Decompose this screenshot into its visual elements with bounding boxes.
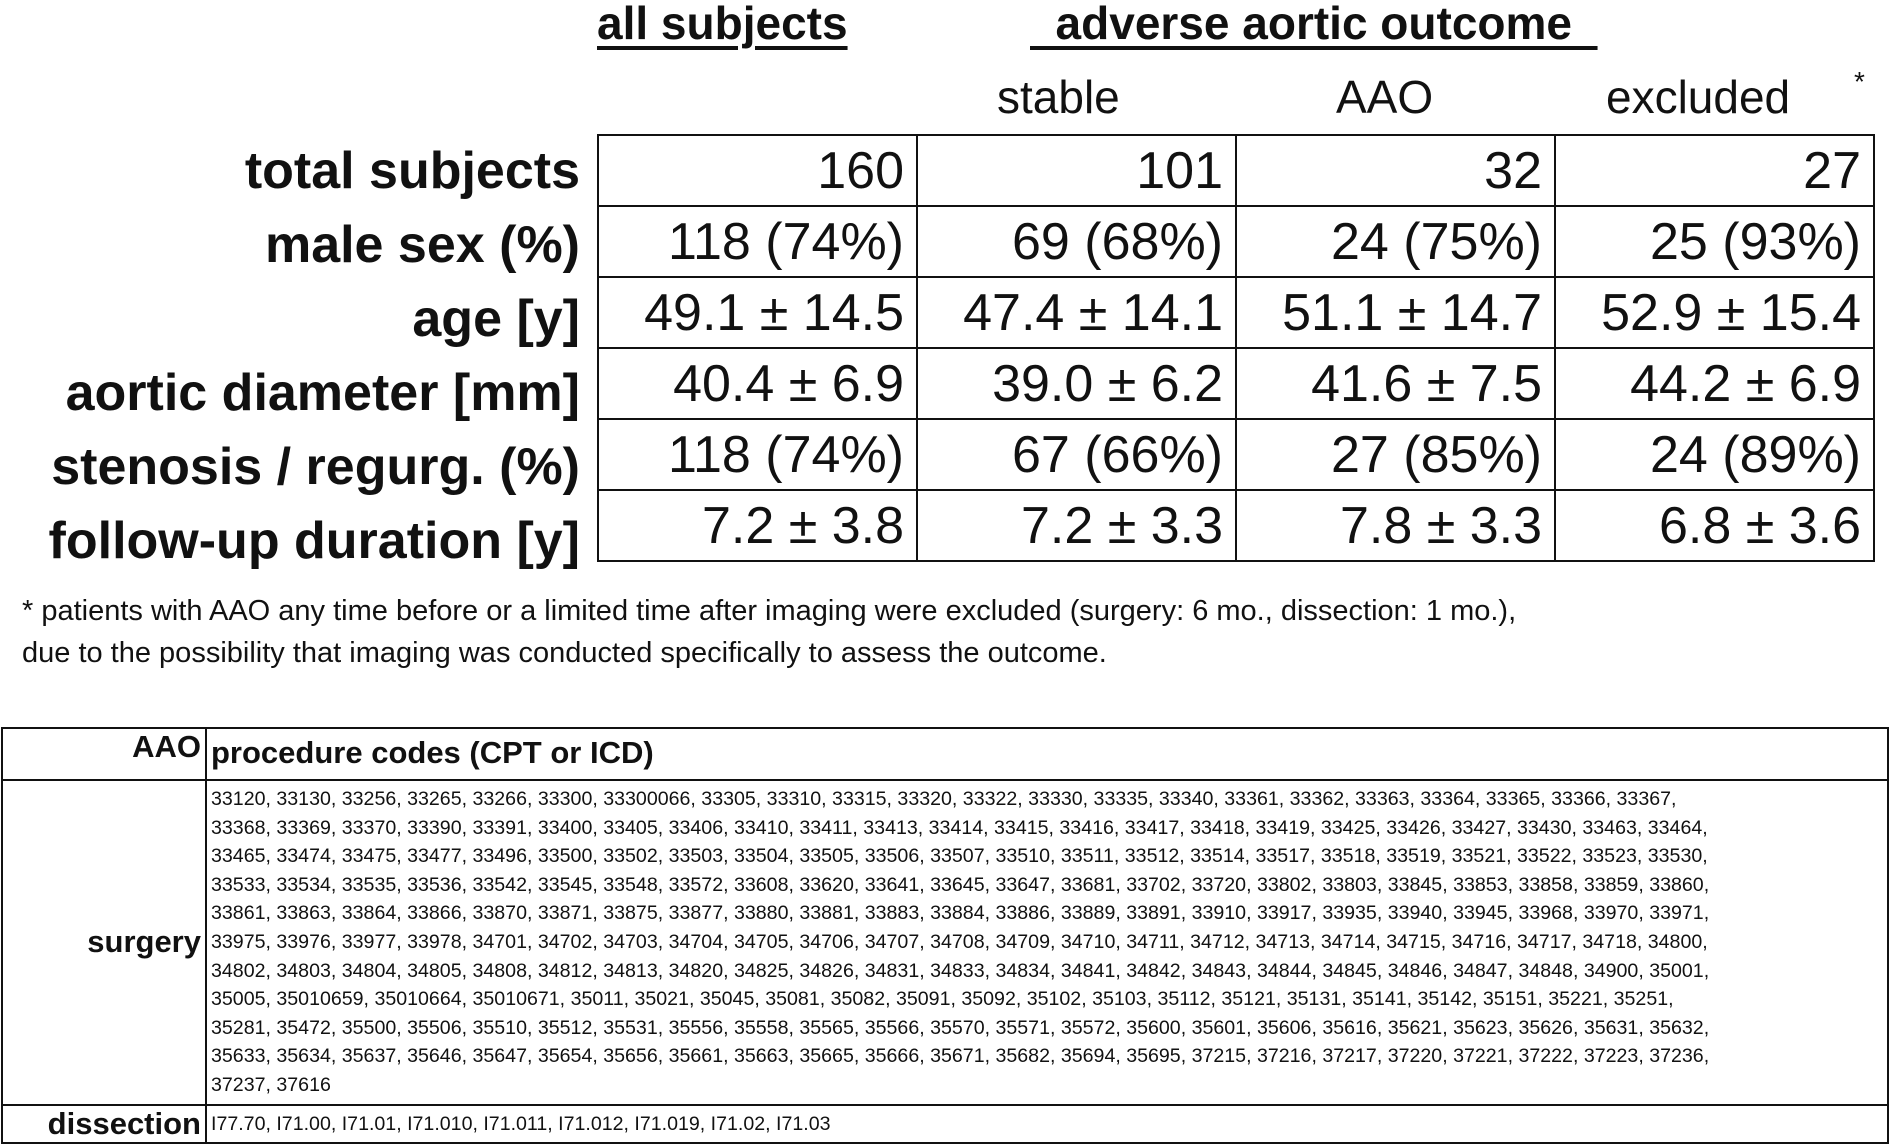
surgery-codes-line: 33368, 33369, 33370, 33390, 33391, 33400, 33405, 33406, 33410, 33411, 33413, 33414, 33415, 33416, 33417, 33418, 33419, 33425, 33426, 33427, 33430, 33463, 33464, (211, 816, 1708, 839)
cell-aao: 24 (75%) (1236, 206, 1555, 277)
header-adverse-aortic-outcome: adverse aortic outcome (1030, 0, 1598, 49)
surgery-codes-line: 33465, 33474, 33475, 33477, 33496, 33500, 33502, 33503, 33504, 33505, 33506, 33507, 33510, 33511, 33512, 33514, 33517, 33518, 33519, 33521, 33522, 33523, 33530, (211, 845, 1708, 868)
cell-stable: 39.0 ± 6.2 (917, 348, 1236, 419)
cell-all-subjects: 7.2 ± 3.8 (598, 490, 917, 561)
row-label-total-subjects: total subjects (244, 142, 580, 200)
codes-header-title: procedure codes (CPT or ICD) (206, 728, 1888, 780)
cell-excluded: 27 (1555, 135, 1874, 206)
surgery-codes-line: 35633, 35634, 35637, 35646, 35647, 35654, 35656, 35661, 35663, 35665, 35666, 35671, 35682, 35694, 35695, 37215, 37216, 37217, 37220, 37221, 37222, 37223, 37236, (211, 1045, 1710, 1068)
cell-stable: 7.2 ± 3.3 (917, 490, 1236, 561)
cell-aao: 41.6 ± 7.5 (1236, 348, 1555, 419)
surgery-codes-line: 33120, 33130, 33256, 33265, 33266, 33300, 33300066, 33305, 33310, 33315, 33320, 33322, 33330, 33335, 33340, 33361, 33362, 33363, 33364, 33365, 33366, 33367, (211, 788, 1677, 810)
table-row (598, 135, 1874, 206)
cell-all-subjects: 118 (74%) (598, 419, 917, 490)
cell-all-subjects: 118 (74%) (598, 206, 917, 277)
row-label-follow-up-duration: follow-up duration [y] (48, 512, 580, 570)
cell-all-subjects: 160 (598, 135, 917, 206)
table-row (598, 419, 1874, 490)
column-header-stable: stable (997, 71, 1120, 123)
column-header-excluded: excluded (1606, 71, 1791, 123)
header-all-subjects: all subjects (597, 0, 848, 49)
cohort-statistics-table (597, 134, 1875, 562)
row-label-aortic-diameter: aortic diameter [mm] (65, 364, 580, 422)
codes-header-label: AAO (2, 728, 206, 780)
table-header-row (2, 728, 1888, 780)
table-row (2, 780, 1888, 1105)
dissection-label: dissection (2, 1105, 206, 1144)
dissection-codes: I77.70, I71.00, I71.01, I71.010, I71.011, I71.012, I71.019, I71.02, I71.03 (206, 1105, 1888, 1144)
row-label-stenosis-regurg: stenosis / regurg. (%) (51, 438, 580, 496)
table-row (598, 206, 1874, 277)
cell-excluded: 52.9 ± 15.4 (1555, 277, 1874, 348)
cell-stable: 69 (68%) (917, 206, 1236, 277)
table-row (598, 490, 1874, 561)
surgery-codes-line: 33975, 33976, 33977, 33978, 34701, 34702, 34703, 34704, 34705, 34706, 34707, 34708, 34709, 34710, 34711, 34712, 34713, 34714, 34715, 34716, 34717, 34718, 34800, (211, 930, 1708, 953)
surgery-label: surgery (2, 780, 206, 1105)
surgery-codes-line: 34802, 34803, 34804, 34805, 34808, 34812, 34813, 34820, 34825, 34826, 34831, 34833, 34834, 34841, 34842, 34843, 34844, 34845, 34846, 34847, 34848, 34900, 35001, (211, 959, 1710, 982)
cell-stable: 101 (917, 135, 1236, 206)
surgery-codes-line: 35281, 35472, 35500, 35506, 35510, 35512, 35531, 35556, 35558, 35565, 35566, 35570, 35571, 35572, 35600, 35601, 35606, 35616, 35621, 35623, 35626, 35631, 35632, (211, 1016, 1710, 1039)
cell-aao: 27 (85%) (1236, 419, 1555, 490)
footnote (22, 590, 1882, 674)
cell-aao: 32 (1236, 135, 1555, 206)
table-row (2, 1105, 1888, 1144)
surgery-codes-line: 33861, 33863, 33864, 33866, 33870, 33871, 33875, 33877, 33880, 33881, 33883, 33884, 33886, 33889, 33891, 33910, 33917, 33935, 33940, 33945, 33968, 33970, 33971, (211, 902, 1710, 925)
cell-all-subjects: 40.4 ± 6.9 (598, 348, 917, 419)
surgery-codes (206, 780, 1888, 1105)
row-label-age: age [y] (412, 290, 580, 348)
cell-all-subjects: 49.1 ± 14.5 (598, 277, 917, 348)
footnote-line: * patients with AAO any time before or a limited time after imaging were excluded (surgery: 6 mo., dissection: 1 mo.), (22, 595, 1517, 627)
cell-excluded: 24 (89%) (1555, 419, 1874, 490)
footnote-line: due to the possibility that imaging was conducted specifically to assess the outcome. (22, 637, 1107, 669)
cell-stable: 67 (66%) (917, 419, 1236, 490)
cell-excluded: 25 (93%) (1555, 206, 1874, 277)
surgery-codes-line: 35005, 35010659, 35010664, 35010671, 35011, 35021, 35045, 35081, 35082, 35091, 35092, 35102, 35103, 35112, 35121, 35131, 35141, 35142, 35151, 35221, 35251, (211, 988, 1674, 1011)
surgery-codes-line: 37237, 37616 (211, 1073, 331, 1096)
table-row (598, 348, 1874, 419)
table-row (598, 277, 1874, 348)
cell-stable: 47.4 ± 14.1 (917, 277, 1236, 348)
surgery-codes-line: 33533, 33534, 33535, 33536, 33542, 33545, 33548, 33572, 33608, 33620, 33641, 33645, 33647, 33681, 33702, 33720, 33802, 33803, 33845, 33853, 33858, 33859, 33860, (211, 873, 1710, 896)
cell-excluded: 6.8 ± 3.6 (1555, 490, 1874, 561)
cell-excluded: 44.2 ± 6.9 (1555, 348, 1874, 419)
column-header-aao: AAO (1336, 71, 1434, 123)
row-label-male-sex: male sex (%) (264, 216, 580, 274)
cell-aao: 51.1 ± 14.7 (1236, 277, 1555, 348)
excluded-footnote-mark: * (1854, 66, 1865, 97)
cell-aao: 7.8 ± 3.3 (1236, 490, 1555, 561)
procedure-codes-table (1, 727, 1889, 1144)
